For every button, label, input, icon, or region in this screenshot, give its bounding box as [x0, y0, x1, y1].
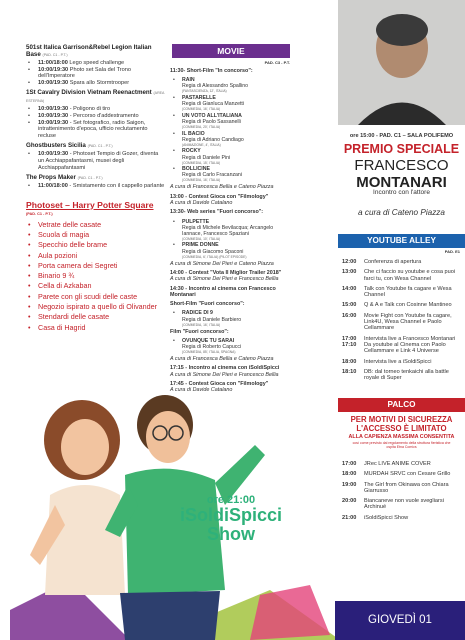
- hp-item: • Aula pozioni: [26, 252, 166, 261]
- schedule-text: Intervista live a Francesco Montanari Da youtube al Cinema con Paolo Cellammare e Link 4 Universe: [364, 335, 456, 355]
- schedule-time: 16:00: [342, 312, 357, 319]
- film-title: PRIME DONNE: [182, 242, 219, 249]
- schedule-time: 21:00: [342, 514, 357, 521]
- film-title: ROCKY: [182, 148, 201, 155]
- premio-curator: a cura di Cateno Piazza: [358, 208, 445, 217]
- schedule-row: [342, 269, 464, 282]
- film-title: BOLLICINE: [182, 166, 210, 173]
- film-title: PULPETTE: [182, 218, 210, 225]
- film-item: [170, 95, 290, 111]
- show-name-line2: Show: [207, 524, 255, 544]
- film-note: (COMMEDIA, 15', ITALIA): [182, 160, 221, 165]
- film-title: RAIN: [182, 77, 195, 84]
- film-item: [170, 219, 290, 241]
- activity-groups: [26, 44, 166, 190]
- schedule-text: MURDAH SRVC con Cesare Grillo: [364, 471, 451, 478]
- film-item: [170, 338, 290, 354]
- film-director: Regia di Carlo Fracanzani: [182, 172, 242, 179]
- item-time: 10:00/19:30: [38, 66, 70, 73]
- regulation-note: così come previsto dal regolamento della struttura fieristica che ospita Etna Comics: [352, 441, 451, 450]
- item-text: - Photoset Tempio di Gozer, diventa un Acchiappafantasmi, musei degli Acchiappafantasmi: [38, 151, 159, 171]
- schedule-text: Biancaneve non vuole svegliarsi Archinué: [364, 498, 444, 511]
- item-time: 10:00/19:30: [38, 106, 70, 113]
- woman-face: [61, 419, 109, 475]
- s7-films: [170, 338, 290, 354]
- group-item: [26, 183, 166, 190]
- movie-s9: 17:45 - Contest Gioca con "Filmology" A cura di Davide Catalano: [170, 380, 269, 394]
- item-text: Photo set Sala del Trono dell'Imperatore: [38, 66, 131, 80]
- film-item: [170, 113, 290, 129]
- man-face: [146, 411, 190, 463]
- film-director: Regia di Daniele Pini: [182, 154, 231, 161]
- item-time: 10:00/19:30: [38, 119, 70, 126]
- film-note: (COMMEDIA, 16', ITALIA): [182, 178, 221, 183]
- hp-item: • Cella di Azkaban: [26, 282, 166, 291]
- schedule-time: 18:00: [342, 358, 357, 365]
- item-text: - Percorso d'addestramento: [69, 112, 139, 119]
- film-note: (COMMEDIA, 20', ITALIA): [182, 125, 221, 130]
- youtube-schedule: [342, 259, 464, 385]
- security-warning: PER MOTIVI DI SICUREZZA L'ACCESSO È LIMITATO: [350, 415, 453, 433]
- youtube-alley-header: YOUTUBE ALLEY: [338, 234, 465, 248]
- schedule-time: 13:00: [342, 269, 357, 276]
- hp-item: • Stendardi delle casate: [26, 313, 166, 322]
- actor-last-name: MONTANARI: [356, 174, 447, 191]
- actor-portrait-icon: [338, 0, 465, 125]
- film-item: [170, 77, 290, 93]
- palco-header: PALCO: [338, 398, 465, 412]
- film-title: IL BACIO: [182, 130, 205, 137]
- movie-s4: 14:00 - Contest "Vota Il Miglior Trailer 2018" A cura di Simone Dei Pieri e Francesco Bellia: [170, 269, 282, 283]
- film-director: Regia di Gianluca Manzetti: [182, 101, 244, 108]
- hp-title: Photoset – Harry Potter Square: [26, 199, 154, 210]
- premio-title: PREMIO SPECIALE: [343, 142, 460, 156]
- schedule-text: Che ci faccio su youtube e cosa puoi farci tu, con Wesa Channel: [364, 269, 456, 282]
- schedule-time: 18:10: [342, 368, 357, 375]
- group-list: [26, 183, 166, 190]
- schedule-text: Q & A e Talk con Cosinne Mantineo: [364, 302, 452, 309]
- film-note: (ANIMAZIONE, 4', ITALIA): [182, 142, 221, 147]
- schedule-row: [342, 482, 464, 495]
- capacity-warning: ALLA CAPIENZA MASSIMA CONSENTITA: [348, 434, 455, 440]
- schedule-time: 19:00: [342, 481, 357, 488]
- movie-pad: PAD. C3 - P.T.: [264, 60, 290, 65]
- schedule-text: The Girl from Okinawa con Chiara Giarrusso: [364, 481, 449, 494]
- film-title: OVUNQUE TU SARAI: [182, 337, 235, 344]
- group-title: 501st Italica Garrison&Rebel Legion Italian Base (PAD. C1 - P.T.): [26, 44, 152, 58]
- actor-name: [338, 157, 465, 191]
- pink-shape: [250, 585, 330, 640]
- group-item: [26, 80, 166, 87]
- actor-photo: [338, 0, 465, 125]
- hp-pad: (PAD. C1 - P.T.): [26, 211, 53, 216]
- film-director: Regia di Daniele Barbiero: [182, 316, 242, 323]
- item-time: 11:00/18:00: [38, 60, 70, 66]
- group-list: [26, 106, 166, 139]
- schedule-row: [342, 498, 464, 511]
- schedule-time: 17:00: [342, 461, 357, 467]
- film-director: Regia di Roberto Capucci: [182, 344, 242, 350]
- movie-s7: Film "Fuori concorso":: [170, 328, 229, 335]
- film-director: Regia di Giacomo Spaconi: [182, 248, 244, 255]
- s3-films: [170, 219, 290, 259]
- schedule-row: [342, 286, 464, 299]
- schedule-text: Conferenza di apertura: [364, 259, 422, 265]
- film-director: Regia di Adriano Candiago: [182, 136, 244, 143]
- schedule-text: Intervista live a iSoldiSpicci: [364, 358, 432, 365]
- schedule-row: [342, 336, 464, 355]
- item-time: 11:00/18:00: [38, 183, 70, 190]
- s3-curator: A cura di Simone Dei Pieri e Cateno Piazza: [170, 260, 274, 267]
- group-list: [26, 151, 166, 171]
- film-item: [170, 310, 290, 326]
- s1-curator: A cura di Francesca Bellia e Cateno Piazza: [170, 184, 274, 191]
- movie-s3: 13:30- Web series "Fuori concorso":: [170, 209, 264, 216]
- left-column: [26, 44, 166, 334]
- movie-header: MOVIE: [172, 44, 290, 58]
- group-item: [26, 106, 166, 113]
- film-note: (COMMEDIA, 10', ITALIA): [182, 236, 221, 241]
- schedule-text: DB: dal torneo tenkaichi alla battle royale di Super: [364, 368, 449, 382]
- item-time: 10:00/19:30: [38, 112, 70, 119]
- s1-films: [170, 77, 290, 182]
- schedule-row: [342, 515, 464, 521]
- film-note: (FANTASCIENZA, 12', ITALIA): [182, 89, 227, 94]
- item-text: - Smistamento con il cappello parlante: [69, 183, 165, 190]
- movie-column: [170, 44, 290, 397]
- woman-shirt: [45, 485, 125, 595]
- movie-s8: 17:15 - Incontro al cinema con iSoldiSpicci A cura di Simone Dei Pieri e Francesco Bellia: [170, 365, 280, 378]
- group-title: Ghostbusters Sicilia (PAD. C1 - P.T.): [26, 142, 113, 150]
- film-item: [170, 148, 290, 164]
- group-item: [26, 67, 166, 80]
- show-callout: [170, 494, 292, 544]
- group-pad: (PAD. C1 - P.T.): [87, 144, 113, 149]
- hp-item: • Porta camera dei Segreti: [26, 262, 166, 271]
- schedule-row: [342, 302, 464, 308]
- schedule-time: 20:00: [342, 498, 357, 505]
- item-time: 10:00/19:30: [38, 151, 70, 158]
- movie-s5: 14:30 - Incontro al cinema con Francesco Montanari: [170, 285, 276, 298]
- schedule-text: Movie Fight con Youtube fa cagare, Link4U, Wesa Channel e Paolo Cellammare: [364, 312, 452, 332]
- item-time: 10:00/19:30: [38, 79, 70, 86]
- schedule-row: [342, 313, 464, 332]
- group-list: [26, 60, 166, 86]
- hp-item: • Specchio delle brame: [26, 241, 166, 250]
- hp-item: • Binario 9 ¾: [26, 272, 166, 281]
- film-title: UN VOTO ALL'ITALIANA: [182, 112, 242, 119]
- premio-subtitle: Incontro con l'attore: [373, 189, 430, 196]
- hp-item: • Casa di Hagrid: [26, 324, 166, 333]
- film-note: (COMMEDIA, 16', ITALIA): [182, 322, 221, 327]
- youtube-pad: PAD. E1: [444, 249, 460, 254]
- film-note: (COMMEDIA, 16', ITALIA): [182, 107, 221, 112]
- schedule-row: [342, 471, 464, 477]
- group-pad: (PAD. C1 - P.T.): [77, 176, 103, 181]
- actor-first-name: FRANCESCO: [354, 157, 449, 174]
- movie-s1: 11:30- Short-Film "In concorso":: [170, 68, 253, 74]
- schedule-time: 14:00: [342, 285, 357, 292]
- movie-s2: 13:00 - Contest Gioca con "Filmology" A cura di Davide Catalano: [170, 193, 269, 206]
- hp-item: • Negozio ispirato a quello di Olivander: [26, 303, 166, 312]
- group-pad: (AREA ESTERNA): [26, 91, 165, 104]
- schedule-row: [342, 369, 464, 382]
- group-item: [26, 113, 166, 120]
- group-item: [26, 151, 166, 171]
- schedule-text: JRec LIVE ANIME COVER: [364, 461, 431, 467]
- palco-schedule: [342, 461, 464, 525]
- show-time: ore 21:00: [206, 494, 256, 506]
- hp-item: • Vetrate delle casate: [26, 221, 166, 230]
- schedule-time: 18:00: [342, 471, 357, 478]
- film-title: RADICE DI 9: [182, 310, 213, 317]
- group-title: 1St Cavalry Division Vietnam Reenactment (AREA ESTERNA): [26, 89, 165, 104]
- schedule-time: 17:00 17:10: [342, 335, 357, 348]
- movie-s6: Short-Film "Fuori concorso":: [170, 301, 245, 308]
- film-item: [170, 166, 290, 182]
- hp-item: • Parete con gli scudi delle caste: [26, 293, 166, 302]
- film-note: (COMMEDIA, 6', ITALIA) (PILOT EPISODE): [182, 254, 247, 259]
- group-item: [26, 60, 166, 67]
- schedule-time: 12:00: [342, 259, 357, 265]
- show-name-line1: iSoldiSpicci: [179, 505, 283, 525]
- group-title: The Props Maker (PAD. C1 - P.T.): [26, 174, 103, 182]
- hp-list: [26, 221, 166, 332]
- man-pants: [120, 591, 220, 640]
- group-item: [26, 120, 166, 140]
- premio-time: ore 15:00 - PAD. C1 – SALA POLIFEMO: [349, 133, 454, 139]
- schedule-text: Talk con Youtube fa cagare e Wesa Channel: [364, 285, 452, 299]
- schedule-time: 15:00: [342, 302, 357, 309]
- film-director: Regia di Michele Bevilacqua; Arcangelo Iannace, Francesco Spaziani: [182, 224, 274, 237]
- s7-curator: A cura di Francesca Bellia e Cateno Piazza: [170, 356, 274, 363]
- group-pad: (PAD. C1 - P.T.): [42, 53, 68, 57]
- film-director: Regia di Alessandro Spallino: [182, 83, 249, 90]
- hp-item: • Scuola di magia: [26, 231, 166, 240]
- schedule-row: [342, 359, 464, 365]
- film-director: Regia di Paolo Sassanelli: [182, 118, 241, 125]
- schedule-row: [342, 259, 464, 265]
- film-title: PASTARELLE: [182, 95, 216, 102]
- day-label: GIOVEDÌ 01: [335, 601, 465, 640]
- film-item: [170, 242, 290, 258]
- item-text: - Poligono di tiro: [69, 106, 111, 113]
- item-text: - Set fotografico, radio Saigon, intrattenimento d'epoca, ufficio reclutamento recluse: [38, 119, 148, 139]
- schedule-text: iSoldiSpicci Show: [364, 514, 409, 521]
- s6-films: [170, 310, 290, 326]
- film-item: [170, 131, 290, 147]
- film-note: (COMMEDIA, 85', ITALIA, SPAGNA): [182, 350, 236, 355]
- item-text: Spara allo Stormtrooper: [69, 79, 130, 86]
- item-text: Lego speed challenge: [69, 60, 125, 66]
- schedule-row: [342, 461, 464, 467]
